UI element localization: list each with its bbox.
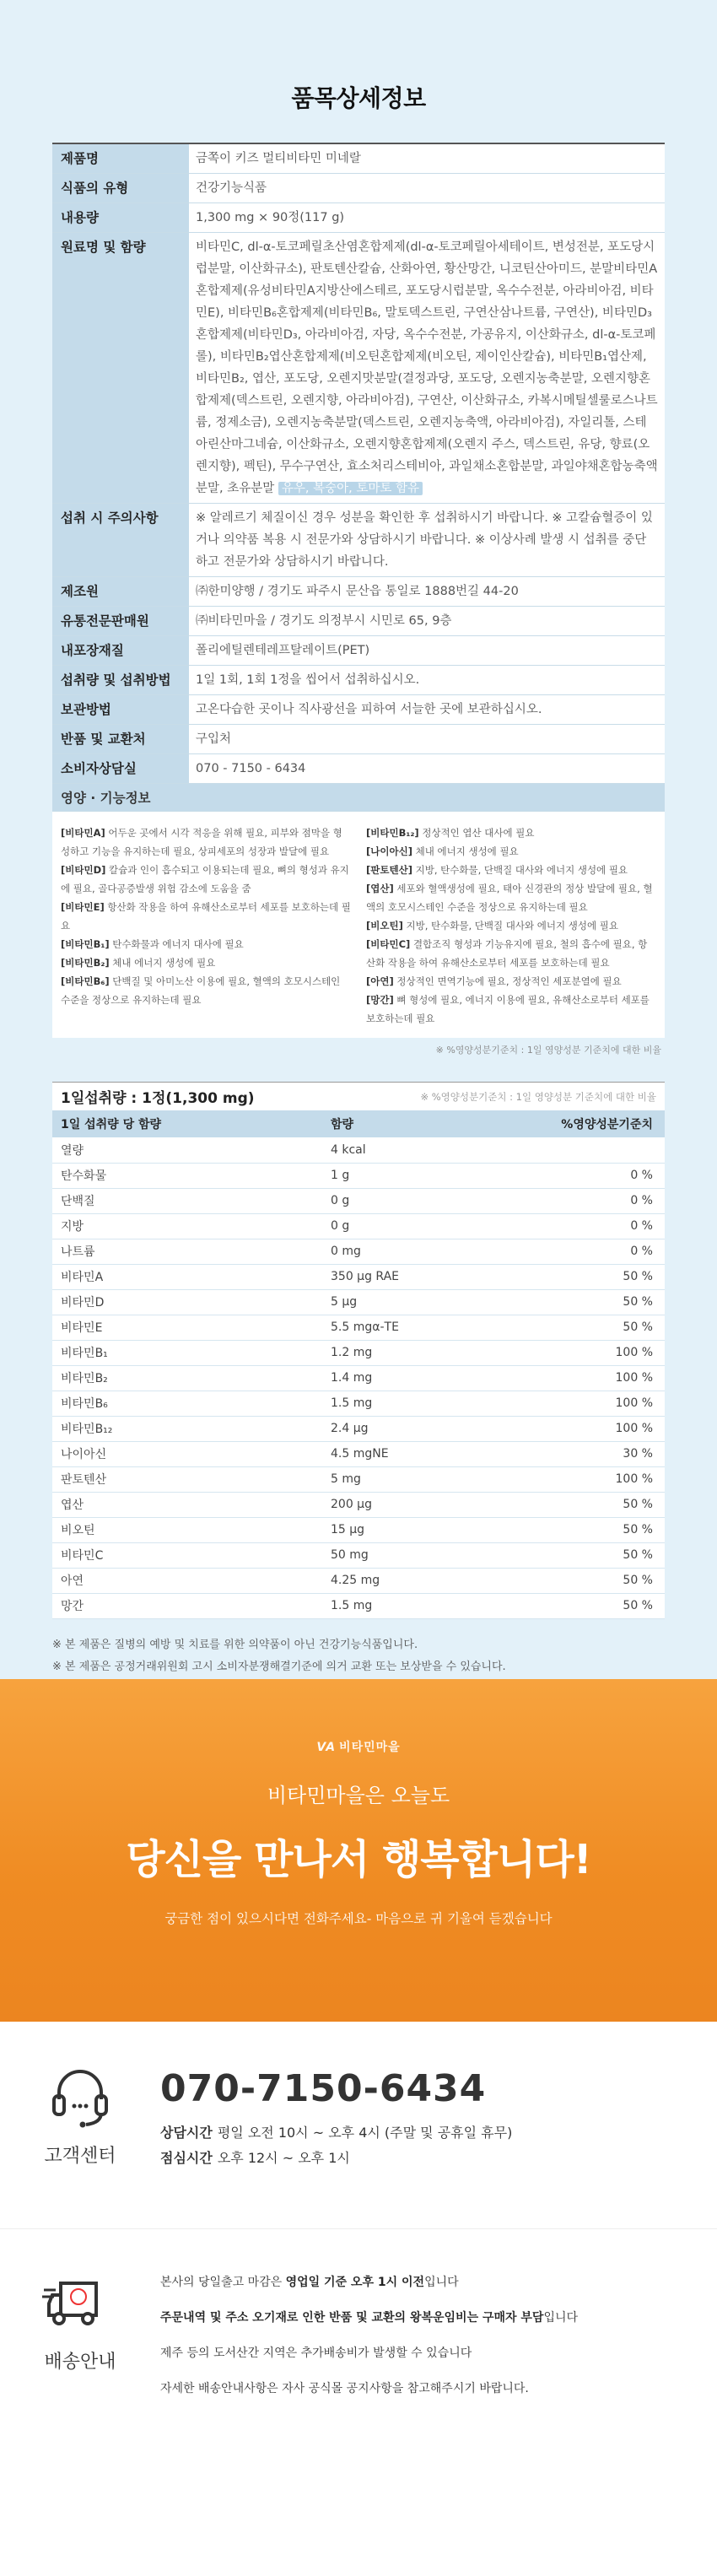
nutrition-pct: 100 % — [542, 1466, 665, 1492]
function-item-name: [비타민C] — [366, 938, 411, 950]
function-item-text: 지방, 탄수화물, 단백질 대사와 에너지 생성에 필요 — [406, 920, 618, 932]
spec-row — [52, 754, 665, 784]
spec-value — [189, 754, 665, 784]
function-item — [61, 953, 351, 972]
serving-size-note: ※ %영양성분기준치 : 1일 영양성분 기준치에 대한 비율 — [420, 1090, 656, 1103]
function-item — [61, 935, 351, 953]
spec-value-text: 금쪽이 키즈 멀티비타민 미네랄 — [196, 152, 361, 165]
delivery-line-bold: 영업일 기준 오후 1시 이전 — [285, 2276, 425, 2289]
nutrition-amount: 5 μg — [322, 1289, 542, 1315]
function-item — [61, 824, 351, 861]
nutrition-amount: 4 kcal — [322, 1137, 542, 1163]
function-header: 영양 · 기능정보 — [52, 784, 665, 812]
delivery-side — [0, 2265, 160, 2576]
nutrition-pct: 100 % — [542, 1416, 665, 1441]
spec-row — [52, 233, 665, 504]
nutrition-amount: 4.5 mgNE — [322, 1441, 542, 1466]
function-item — [61, 972, 351, 1009]
nutrition-pct: 50 % — [542, 1517, 665, 1542]
spec-value-text: 폴리에틸렌테레프탈레이트(PET) — [196, 644, 370, 657]
function-item-text: 결합조직 형성과 기능유지에 필요, 철의 흡수에 필요, 항산화 작용을 하여 유해산소로부터 세포를 보호하는데 필요 — [366, 938, 648, 969]
spec-key: 섭취 시 주의사항 — [52, 504, 189, 577]
function-item-text: 단백질 및 아미노산 이용에 필요, 혈액의 호모시스테인 수준을 정상으로 유지하는데 필요 — [61, 975, 341, 1006]
spec-value — [189, 577, 665, 607]
notice-item: ※ 본 제품은 공정거래위원회 고시 소비자분쟁해결기준에 의거 교환 또는 보상받을 수 있습니다. — [52, 1660, 506, 1673]
nutrition-name: 판토텐산 — [52, 1466, 322, 1492]
spec-value — [189, 504, 665, 577]
spec-value — [189, 695, 665, 725]
delivery-line — [160, 2336, 578, 2371]
function-item-name: [비타민A] — [61, 827, 105, 839]
nutrition-name: 비타민B₁₂ — [52, 1416, 322, 1441]
nutrition-amount: 5.5 mgα-TE — [322, 1315, 542, 1340]
spec-value-text: 1일 1회, 1회 1정을 씹어서 섭취하십시오. — [196, 673, 420, 687]
nutrition-amount: 200 μg — [322, 1492, 542, 1517]
spec-value — [189, 233, 665, 504]
function-item-text: 정상적인 면역기능에 필요, 정상적인 세포분열에 필요 — [396, 975, 622, 987]
function-column-left — [61, 824, 351, 1028]
nutrition-name: 탄수화물 — [52, 1163, 322, 1188]
function-item-text: 체내 에너지 생성에 필요 — [415, 845, 519, 857]
function-item-text: 뼈 형성에 필요, 에너지 이용에 필요, 유해산소로부터 세포를 보호하는데 필요 — [366, 994, 650, 1024]
nutrition-pct: 0 % — [542, 1163, 665, 1188]
nutrition-row — [52, 1340, 665, 1365]
nutrition-row — [52, 1466, 665, 1492]
nutrition-amount: 350 μg RAE — [322, 1264, 542, 1289]
nutrition-name: 망간 — [52, 1593, 322, 1618]
function-item-name: [비타민E] — [61, 901, 105, 913]
consult-hours-label: 상담시간 — [160, 2125, 213, 2141]
function-item — [366, 824, 656, 842]
function-item-name: [망간] — [366, 994, 394, 1006]
brand-banner — [0, 1679, 717, 2022]
phone-number[interactable]: 070-7150-6434 — [160, 2067, 487, 2110]
nutrition-row — [52, 1213, 665, 1239]
spec-row — [52, 577, 665, 607]
headset-icon — [42, 2059, 118, 2135]
nutrition-header-pct: %영양성분기준치 — [542, 1110, 665, 1137]
function-item-text: 체내 에너지 생성에 필요 — [112, 957, 216, 969]
delivery-truck-icon — [42, 2265, 118, 2341]
function-item-text: 탄수화물과 에너지 대사에 필요 — [112, 938, 244, 950]
nutrition-row — [52, 1188, 665, 1213]
delivery-label: 배송안내 — [44, 2352, 116, 2373]
spec-row — [52, 504, 665, 577]
lunch-hours-value: 오후 12시 ~ 오후 1시 — [217, 2150, 350, 2166]
spec-key: 반품 및 교환처 — [52, 725, 189, 754]
nutrition-row — [52, 1163, 665, 1188]
banner-headline: 당신을 만나서 행복합니다! — [126, 1836, 591, 1883]
function-note: ※ %영양성분기준치 : 1일 영양성분 기준치에 대한 비율 — [435, 1045, 661, 1056]
delivery-line-post: 입니다 — [424, 2276, 459, 2289]
contact-info — [160, 2059, 512, 2228]
nutrition-amount: 0 g — [322, 1188, 542, 1213]
function-item-text: 정상적인 엽산 대사에 필요 — [422, 827, 535, 839]
nutrition-name: 열량 — [52, 1137, 322, 1163]
nutrition-name: 비타민B₆ — [52, 1391, 322, 1416]
nutrition-row — [52, 1315, 665, 1340]
delivery-line — [160, 2265, 578, 2300]
spec-value — [189, 607, 665, 636]
function-item-text: 항산화 작용을 하여 유해산소로부터 세포를 보호하는데 필요 — [61, 901, 351, 932]
consult-hours — [160, 2120, 512, 2171]
function-item-name: [비타민B₆] — [61, 975, 110, 987]
function-item-text: 지방, 탄수화물, 단백질 대사와 에너지 생성에 필요 — [415, 864, 628, 876]
lunch-hours-label: 점심시간 — [160, 2150, 213, 2166]
function-item — [366, 935, 656, 972]
nutrition-row — [52, 1391, 665, 1416]
nutrition-pct: 0 % — [542, 1188, 665, 1213]
nutrition-pct: 50 % — [542, 1264, 665, 1289]
function-item-text: 세포와 혈액생성에 필요, 태아 신경관의 정상 발달에 필요, 혈액의 호모시스테인 수준을 정상으로 유지하는데 필요 — [366, 883, 653, 913]
spec-value-text: 고온다습한 곳이나 직사광선을 피하여 서늘한 곳에 보관하십시오. — [196, 703, 542, 716]
delivery-line — [160, 2371, 578, 2406]
nutrition-amount: 1.5 mg — [322, 1593, 542, 1618]
function-item-name: [비타민B₁] — [61, 938, 110, 950]
spec-key: 제조원 — [52, 577, 189, 607]
nutrition-name: 비타민C — [52, 1542, 322, 1568]
spec-key: 보관방법 — [52, 695, 189, 725]
spec-value-text: 구입처 — [196, 732, 232, 746]
nutrition-amount: 2.4 μg — [322, 1416, 542, 1441]
nutrition-pct: 50 % — [542, 1315, 665, 1340]
spec-value-text: 비타민C, dl-α-토코페릴초산염혼합제제(dl-α-토코페릴아세테이트, 변성전분, 포도당시럽분말, 이산화규소), 판토텐산칼슘, 산화아연, 황산망간, 니코틴산아미드, 분말비타민A혼합제제(유성비타민A지방산에스테르, 포도당시럽분말, 옥수수전분, 아라비아검, 비타민E), 비타민B₆혼합제제(비타민B₆, 말토덱스트린, 구연산삼나트륨, 구연산), 비타민D₃혼합제제(비타민D₃, 아라비아검, 자당, 옥수수전분, 가공유지, 이산화규소, dl-α-토코페롤), 비타민B₂엽산혼합제제(비오틴혼합제제(비오틴, 제이인산칼슘), 비타민B₁엽산제, 비타민B₂, 엽산, 포도당, 오렌지맛분말(결정과당, 포도당, 오렌지농축분말, 오렌지향혼합제제(덱스트린, 오렌지향, 아라비아검), 구연산, 이산화규소, 카복시메틸셀룰로스나트륨, 정제소금), 오렌지농축분말(덱스트린, 오렌지농축액, 아라비아검), 자일리톨, 스테아린산마그네슘, 이산화규소, 오렌지향혼합제제(오렌지 주스, 덱스트린, 유당, 향료(오렌지향), 펙틴), 무수구연산, 효소처리스테비아, 과일채소혼합분말, 과일야채혼합농축액분말, 초유분말 — [196, 240, 658, 495]
nutrition-name: 비타민B₂ — [52, 1365, 322, 1391]
customer-center-side — [0, 2059, 160, 2228]
function-item-name: [비오틴] — [366, 920, 403, 932]
delivery-section — [0, 2229, 717, 2576]
nutrition-name: 비타민B₁ — [52, 1340, 322, 1365]
spec-value — [189, 636, 665, 666]
nutrition-pct: 0 % — [542, 1239, 665, 1264]
function-item — [366, 842, 656, 861]
brand-logo — [0, 1679, 717, 1755]
nutrition-amount: 0 g — [322, 1213, 542, 1239]
spec-row — [52, 174, 665, 203]
nutrition-row — [52, 1517, 665, 1542]
spec-value — [189, 666, 665, 695]
spec-key: 소비자상담실 — [52, 754, 189, 784]
nutrition-row — [52, 1239, 665, 1264]
delivery-line-bold: 주문내역 및 주소 오기재로 인한 반품 및 교환의 왕복운임비는 구매자 부담 — [160, 2311, 544, 2325]
nutrition-name: 엽산 — [52, 1492, 322, 1517]
spec-table — [52, 143, 665, 784]
nutrition-table — [52, 1110, 665, 1619]
nutrition-name: 비타민E — [52, 1315, 322, 1340]
nutrition-name: 나트륨 — [52, 1239, 322, 1264]
delivery-line-post: 입니다 — [543, 2311, 579, 2325]
nutrition-amount: 1 g — [322, 1163, 542, 1188]
serving-size-bar — [52, 1082, 665, 1110]
nutrition-row — [52, 1542, 665, 1568]
function-item — [61, 898, 351, 935]
nutrition-name: 아연 — [52, 1568, 322, 1593]
nutrition-name: 나이아신 — [52, 1441, 322, 1466]
spec-row — [52, 725, 665, 754]
spec-key: 제품명 — [52, 143, 189, 174]
nutrition-name: 비타민D — [52, 1289, 322, 1315]
nutrition-name: 비오틴 — [52, 1517, 322, 1542]
nutrition-row — [52, 1365, 665, 1391]
nutrition-row — [52, 1137, 665, 1163]
nutrition-amount: 1.2 mg — [322, 1340, 542, 1365]
banner-subtitle: 비타민마을은 오늘도 — [267, 1784, 450, 1807]
consult-hours-value: 평일 오전 10시 ~ 오후 4시 (주말 및 공휴일 휴무) — [217, 2125, 513, 2141]
spec-value — [189, 143, 665, 174]
function-item — [366, 879, 656, 916]
notice-item: ※ 본 제품은 질병의 예방 및 치료를 위한 의약품이 아닌 건강기능식품입니다. — [52, 1638, 418, 1651]
spec-row — [52, 143, 665, 174]
delivery-text — [160, 2265, 578, 2576]
nutrition-row — [52, 1568, 665, 1593]
spec-row — [52, 636, 665, 666]
spec-key: 원료명 및 함량 — [52, 233, 189, 504]
nutrition-amount: 15 μg — [322, 1517, 542, 1542]
spec-key: 식품의 유형 — [52, 174, 189, 203]
nutrition-pct: 100 % — [542, 1365, 665, 1391]
nutrition-pct: 100 % — [542, 1340, 665, 1365]
nutrition-header-amount: 함량 — [322, 1110, 542, 1137]
spec-value-text: 070 - 7150 - 6434 — [196, 762, 306, 775]
nutrition-amount: 5 mg — [322, 1466, 542, 1492]
function-item-name: [엽산] — [366, 883, 394, 894]
allergen-highlight: 유우, 복숭아, 토마토 함유 — [278, 482, 423, 495]
spec-value — [189, 725, 665, 754]
nutrition-amount: 1.4 mg — [322, 1365, 542, 1391]
nutrition-pct: 50 % — [542, 1568, 665, 1593]
function-item-name: [나이아신] — [366, 845, 412, 857]
nutrition-pct: 50 % — [542, 1492, 665, 1517]
brand-logo-mark: VA — [316, 1741, 337, 1754]
spec-value-text: ㈜비타민마을 / 경기도 의정부시 시민로 65, 9층 — [196, 614, 452, 628]
spec-value-text: 건강기능식품 — [196, 181, 267, 195]
nutrition-pct: 30 % — [542, 1441, 665, 1466]
spec-key: 내용량 — [52, 203, 189, 233]
spec-row — [52, 607, 665, 636]
nutrition-header-name: 1일 섭취량 당 함량 — [52, 1110, 322, 1137]
nutrition-pct: 0 % — [542, 1213, 665, 1239]
customer-center-label: 고객센터 — [44, 2146, 116, 2167]
nutrition-name: 지방 — [52, 1213, 322, 1239]
nutrition-row — [52, 1492, 665, 1517]
delivery-line-pre: 자세한 배송안내사항은 자사 공식몰 공지사항을 참고해주시기 바랍니다. — [160, 2382, 529, 2395]
nutrition-amount: 4.25 mg — [322, 1568, 542, 1593]
spec-key: 유통전문판매원 — [52, 607, 189, 636]
customer-center-section — [0, 2022, 717, 2229]
nutrition-name: 단백질 — [52, 1188, 322, 1213]
spec-key: 섭취량 및 섭취방법 — [52, 666, 189, 695]
function-item — [366, 991, 656, 1028]
function-item-name: [아연] — [366, 975, 394, 987]
function-info-box — [52, 812, 665, 1038]
function-item — [61, 861, 351, 898]
nutrition-row — [52, 1593, 665, 1618]
nutrition-amount: 50 mg — [322, 1542, 542, 1568]
function-item-name: [비타민B₁₂] — [366, 827, 419, 839]
nutrition-pct — [542, 1137, 665, 1163]
delivery-line-pre: 제주 등의 도서산간 지역은 추가배송비가 발생할 수 있습니다 — [160, 2346, 472, 2360]
nutrition-pct: 50 % — [542, 1593, 665, 1618]
spec-row — [52, 666, 665, 695]
spec-value — [189, 203, 665, 233]
delivery-line — [160, 2300, 578, 2336]
nutrition-amount: 1.5 mg — [322, 1391, 542, 1416]
spec-value-text: 1,300 mg × 90정(117 g) — [196, 211, 345, 224]
nutrition-pct: 100 % — [542, 1391, 665, 1416]
function-item — [366, 861, 656, 879]
nutrition-row — [52, 1441, 665, 1466]
nutrition-name: 비타민A — [52, 1264, 322, 1289]
spec-value-text: ㈜한미양행 / 경기도 파주시 문산읍 통일로 1888번길 44-20 — [196, 585, 519, 598]
function-item-name: [비타민B₂] — [61, 957, 110, 969]
serving-size-label: 1일섭취량 : 1정(1,300 mg) — [61, 1090, 255, 1107]
function-item-text: 어두운 곳에서 시각 적응을 위해 필요, 피부와 점막을 형성하고 기능을 유지하는데 필요, 상피세포의 성장과 발달에 필요 — [61, 827, 342, 857]
nutrition-pct: 50 % — [542, 1542, 665, 1568]
nutrition-row — [52, 1289, 665, 1315]
delivery-line-pre: 본사의 당일출고 마감은 — [160, 2276, 286, 2289]
spec-value-text: ※ 알레르기 체질이신 경우 성분을 확인한 후 섭취하시기 바랍니다. ※ 고칼슘혈증이 있거나 의약품 복용 시 전문가와 상담하시기 바랍니다. ※ 이상사례 발생 시 섭취를 중단하고 전문가와 상담하시기 바랍니다. — [196, 511, 653, 569]
banner-note: 궁금한 점이 있으시다면 전화주세요- 마음으로 귀 기울여 듣겠습니다 — [164, 1911, 553, 1926]
function-item-name: [판토텐산] — [366, 864, 412, 876]
nutrition-amount: 0 mg — [322, 1239, 542, 1264]
brand-logo-text: 비타민마을 — [339, 1741, 401, 1754]
spec-row — [52, 203, 665, 233]
nutrition-row — [52, 1416, 665, 1441]
spec-value — [189, 174, 665, 203]
spec-key: 내포장재질 — [52, 636, 189, 666]
spec-row — [52, 695, 665, 725]
function-item-name: [비타민D] — [61, 864, 106, 876]
page-title: 품목상세정보 — [291, 84, 426, 112]
function-column-right — [366, 824, 656, 1028]
function-item-text: 칼슘과 인이 흡수되고 이용되는데 필요, 뼈의 형성과 유지에 필요, 골다공증발생 위험 감소에 도움을 줌 — [61, 864, 349, 894]
function-item — [366, 972, 656, 991]
function-item — [366, 916, 656, 935]
nutrition-pct: 50 % — [542, 1289, 665, 1315]
nutrition-row — [52, 1264, 665, 1289]
